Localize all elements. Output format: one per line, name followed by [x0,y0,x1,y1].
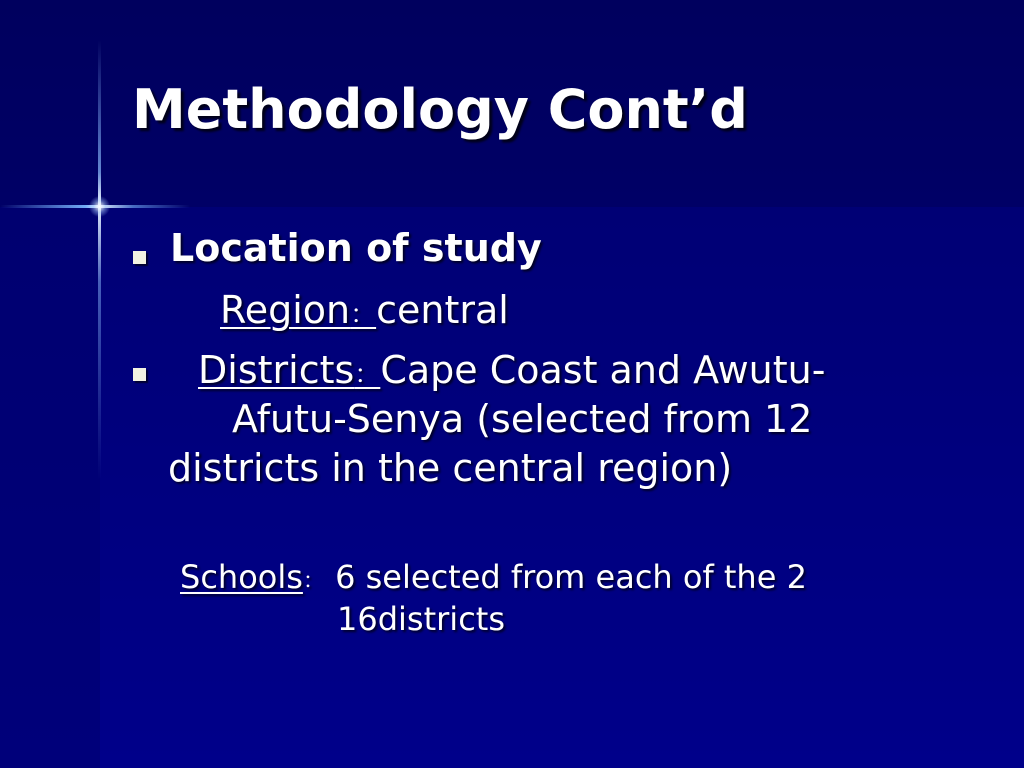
region-label: Region [220,288,351,332]
schools-line-2: 16districts [337,600,505,638]
schools-line-1 [180,558,807,596]
schools-separator: ： [302,569,325,594]
districts-separator: ： [354,360,381,390]
region-value: central [376,288,509,332]
lens-flare-core [89,196,110,217]
districts-label: Districts [198,348,355,392]
region-separator: ： [350,300,377,330]
districts-line-2: Afutu-Senya (selected from 12 [232,397,813,441]
districts-line-1 [198,348,825,394]
districts-text-1: Cape Coast and Awutu- [380,348,826,392]
lens-flare-vertical [98,40,101,480]
schools-text-1: 6 selected from each of the 2 [324,558,807,596]
location-heading: Location of study [170,226,542,270]
schools-label: Schools [180,558,303,596]
bullet-location [133,251,146,264]
districts-line-3: districts in the central region) [168,446,733,490]
region-line [220,288,509,334]
slide-title: Methodology Cont’d [132,78,748,141]
bullet-districts [133,368,146,381]
left-band [0,207,100,768]
